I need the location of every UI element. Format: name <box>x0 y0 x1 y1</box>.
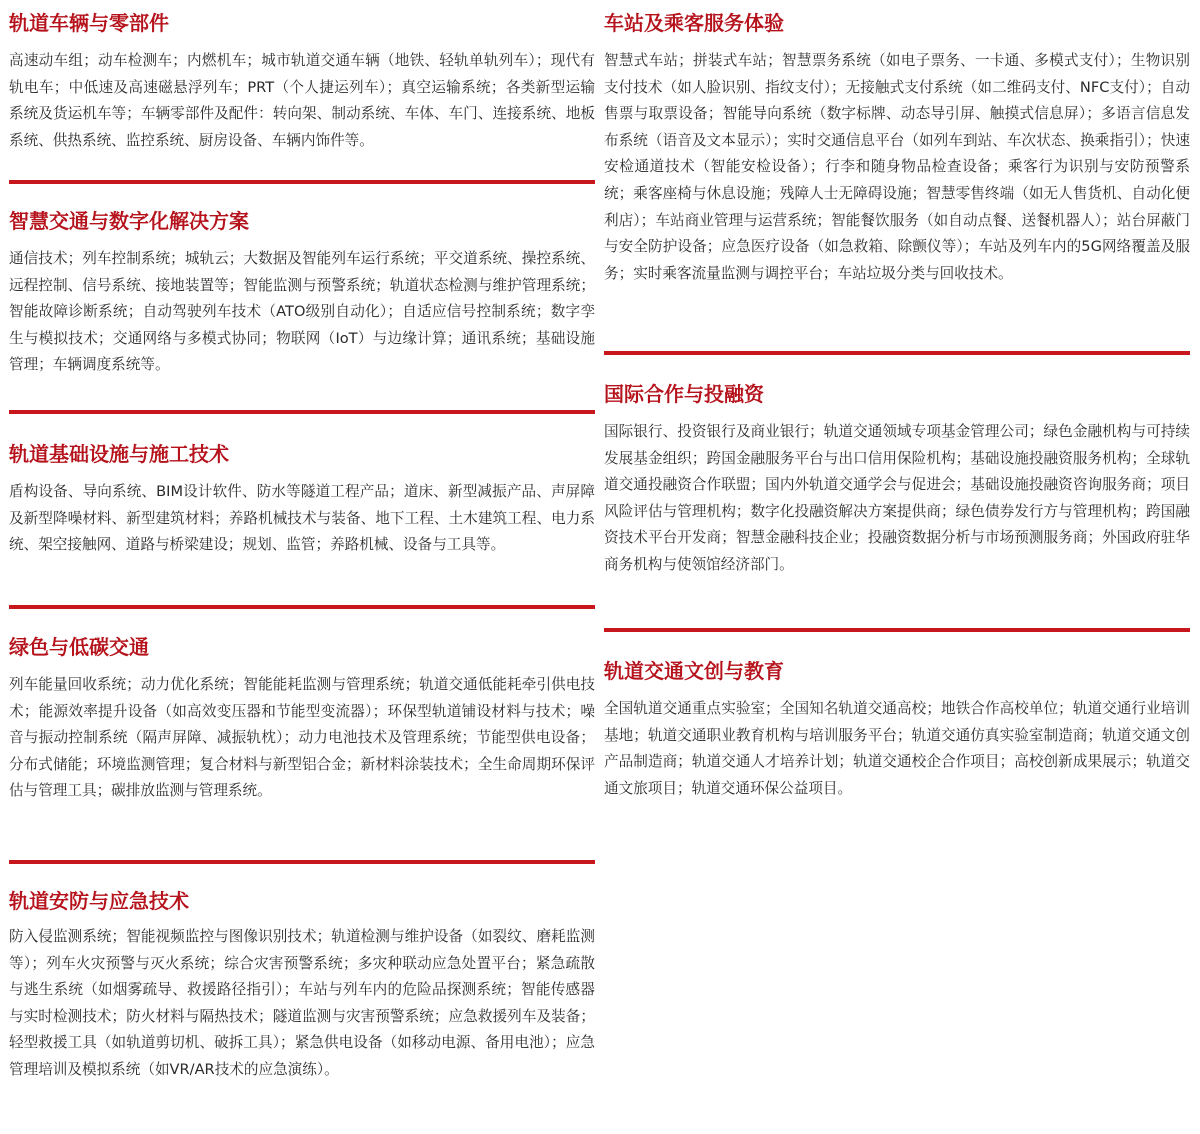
section-body: 通信技术；列车控制系统；城轨云；大数据及智能列车运行系统；平交道系统、操控系统、远程控制、信号系统、接地装置等；智能监测与预警系统；轨道状态检测与维护管理系统；智能故障诊断系统；自动驾驶列车技术（ATO级别自动化）；自适应信号控制系统；数字孪生与模拟技术；交通网络与多模式协同；物联网（IoT）与边缘计算；通讯系统；基础设施管理；车辆调度系统等。 <box>9 250 595 374</box>
section-title: 轨道基础设施与施工技术 <box>9 442 229 466</box>
section-title: 车站及乘客服务体验 <box>604 11 784 35</box>
section-body: 列车能量回收系统；动力优化系统；智能能耗监测与管理系统；轨道交通低能耗牵引供电技术；能源效率提升设备（如高效变压器和节能型变流器）；环保型轨道铺设材料与技术；噪音与振动控制系统（隔声屏障、减振轨枕）；动力电池技术及管理系统；节能型供电设备；分布式储能；环境监测管理；复合材料与新型铝合金；新材料涂装技术；全生命周期环保评估与管理工具；碳排放监测与管理系统。 <box>9 676 595 800</box>
section-title: 绿色与低碳交通 <box>9 635 149 659</box>
section-title: 轨道车辆与零部件 <box>9 11 169 35</box>
section-title: 轨道交通文创与教育 <box>604 659 784 683</box>
section-divider <box>604 628 1190 632</box>
section-smart-transport <box>9 206 595 379</box>
section-body: 全国轨道交通重点实验室；全国知名轨道交通高校；地铁合作高校单位；轨道交通行业培训基地；轨道交通职业教育机构与培训服务平台；轨道交通仿真实验室制造商；轨道交通文创产品制造商；轨道交通人才培养计划；轨道交通校企合作项目；高校创新成果展示；轨道交通文旅项目；轨道交通环保公益项目。 <box>604 700 1190 797</box>
section-body: 国际银行、投资银行及商业银行；轨道交通领域专项基金管理公司；绿色金融机构与可持续发展基金组织；跨国金融服务平台与出口信用保险机构；基础设施投融资服务机构；全球轨道交通投融资合作联盟；国内外轨道交通学会与促进会；基础设施投融资咨询服务商；项目风险评估与管理机构；数字化投融资解决方案提供商；绿色债券发行方与管理机构；跨国融资技术平台开发商；智慧金融科技企业；投融资数据分析与市场预测服务商；外国政府驻华商务机构与使领馆经济部门。 <box>604 423 1190 573</box>
section-title: 智慧交通与数字化解决方案 <box>9 209 249 233</box>
section-body: 防入侵监测系统；智能视频监控与图像识别技术；轨道检测与维护设备（如裂纹、磨耗监测等）；列车火灾预警与灭火系统；综合灾害预警系统；多灾种联动应急处置平台；紧急疏散与逃生系统（如烟雾疏导、救援路径指引）；车站与列车内的危险品探测系统；智能传感器与实时检测技术；防火材料与隔热技术；隧道监测与灾害预警系统；应急救援列车及装备；轻型救援工具（如轨道剪切机、破拆工具）；紧急供电设备（如移动电源、备用电池）；应急管理培训及模拟系统（如VR/AR技术的应急演练）。 <box>9 928 595 1078</box>
section-divider <box>9 860 595 864</box>
section-body: 盾构设备、导向系统、BIM设计软件、防水等隧道工程产品；道床、新型减振产品、声屏障及新型降噪材料、新型建筑材料；养路机械技术与装备、地下工程、土木建筑工程、电力系统、架空接触网、道路与桥梁建设；规划、监管；养路机械、设备与工具等。 <box>9 483 595 554</box>
section-station-passenger <box>604 8 1190 287</box>
section-culture-education <box>604 656 1190 802</box>
section-infrastructure <box>9 439 595 559</box>
section-green-transport <box>9 632 595 805</box>
section-divider <box>9 410 595 414</box>
section-divider <box>9 180 595 184</box>
section-rail-vehicles <box>9 8 595 154</box>
section-international-finance <box>604 379 1190 579</box>
section-title: 国际合作与投融资 <box>604 382 764 406</box>
section-title: 轨道安防与应急技术 <box>9 889 189 913</box>
section-divider <box>9 605 595 609</box>
section-body: 高速动车组；动车检测车；内燃机车；城市轨道交通车辆（地铁、轻轨单轨列车）；现代有轨电车；中低速及高速磁悬浮列车；PRT（个人捷运列车）；真空运输系统；各类新型运输系统及货运机车等；车辆零部件及配件：转向架、制动系统、车体、车门、连接系统、地板系统、供热系统、监控系统、厨房设备、车辆内饰件等。 <box>9 52 595 149</box>
section-body: 智慧式车站；拼装式车站；智慧票务系统（如电子票务、一卡通、多模式支付）；生物识别支付技术（如人脸识别、指纹支付）；无接触式支付系统（如二维码支付、NFC支付）；自动售票与取票设备；智能导向系统（数字标牌、动态导引屏、触摸式信息屏）；多语言信息发布系统（语音及文本显示）；实时交通信息平台（如列车到站、车次状态、换乘指引）；快速安检通道技术（智能安检设备）；行李和随身物品检查设备；乘客行为识别与安防预警系统；乘客座椅与休息设施；残障人士无障碍设施；智慧零售终端（如无人售货机、自动化便利店）；车站商业管理与运营系统；智能餐饮服务（如自动点餐、送餐机器人）；站台屏蔽门与安全防护设备；应急医疗设备（如急救箱、除颤仪等）；车站及列车内的5G网络覆盖及服务；实时乘客流量监测与调控平台；车站垃圾分类与回收技术。 <box>604 52 1190 282</box>
section-divider <box>604 351 1190 355</box>
section-security-emergency <box>9 886 595 1084</box>
